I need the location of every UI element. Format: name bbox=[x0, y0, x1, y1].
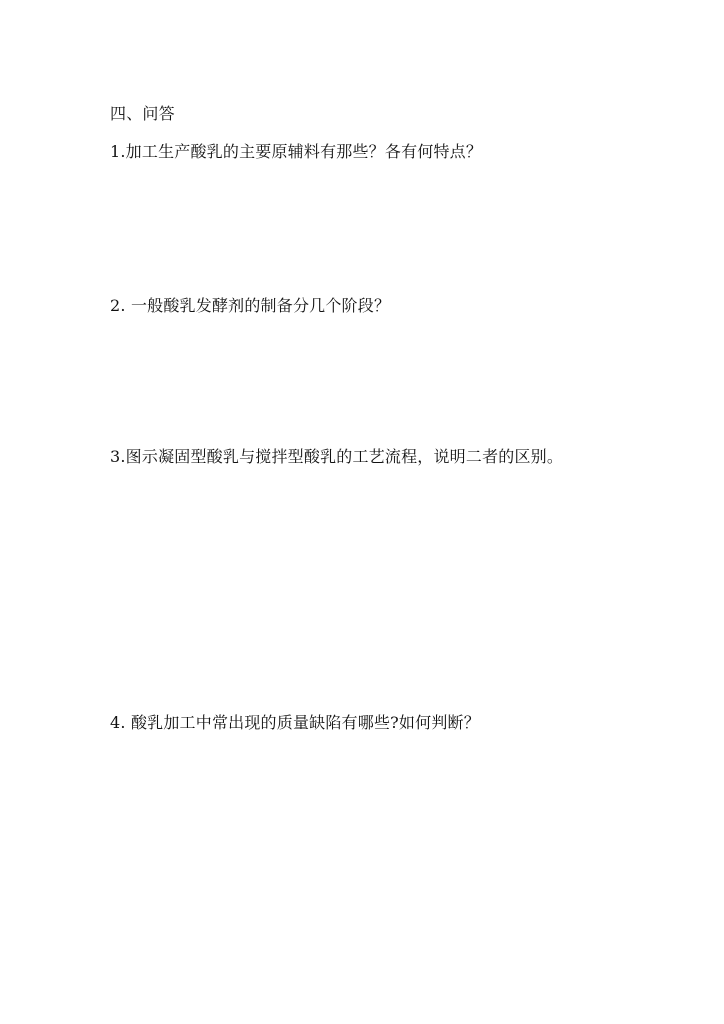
question-1: 1.加工生产酸乳的主要原辅料有那些？各有何特点？ bbox=[110, 142, 483, 161]
section-heading: 四、问答 bbox=[110, 104, 175, 123]
question-3: 3.图示凝固型酸乳与搅拌型酸乳的工艺流程，说明二者的区别。 bbox=[110, 447, 564, 466]
question-2: 2. 一般酸乳发酵剂的制备分几个阶段？ bbox=[110, 296, 391, 315]
question-4: 4. 酸乳加工中常出现的质量缺陷有哪些?如何判断？ bbox=[110, 713, 480, 732]
